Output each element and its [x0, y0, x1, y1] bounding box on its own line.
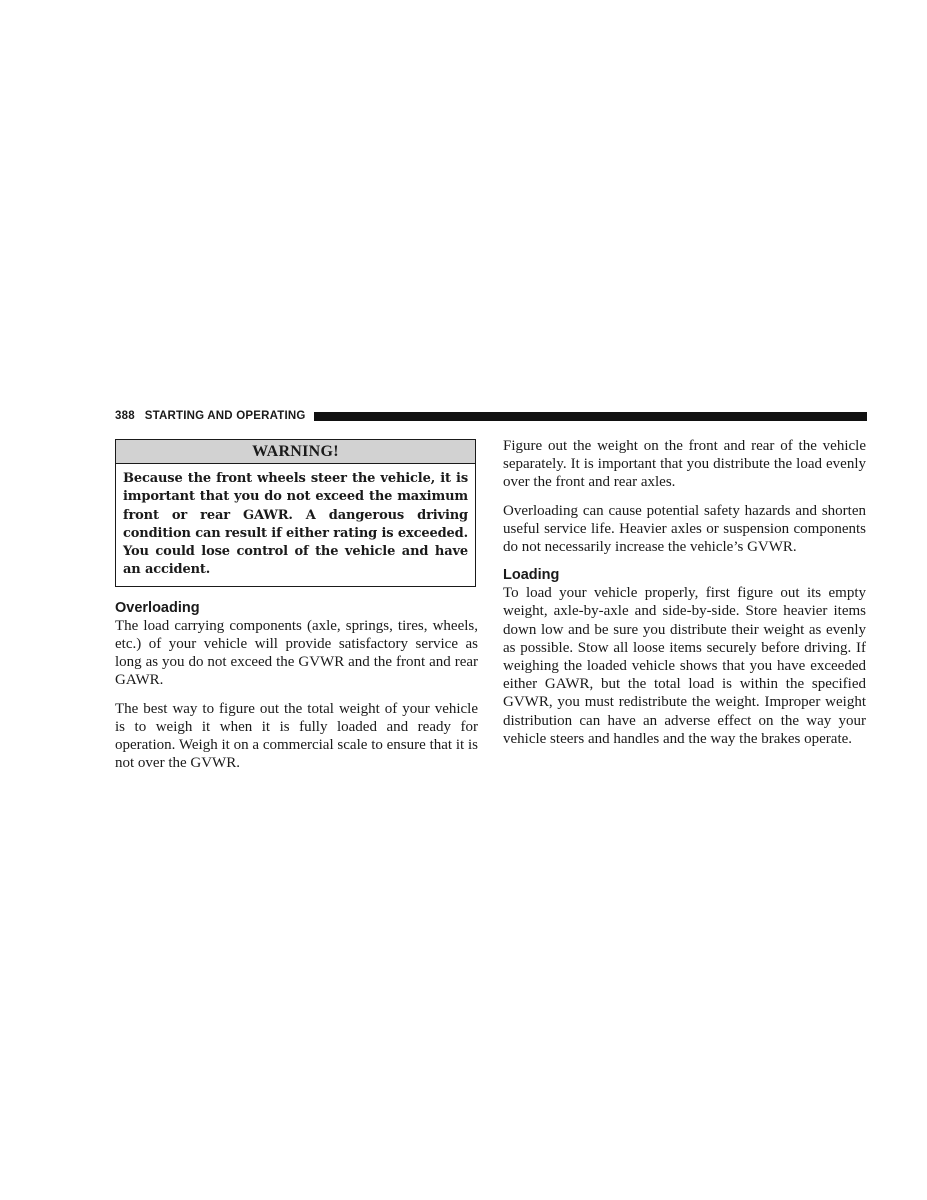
warning-title: WARNING!: [116, 440, 475, 464]
warning-body: Because the front wheels steer the vehicle, it is important that you do not exceed the maximum front or rear GAWR. A dangerous driving condition can result if either rating is exceeded. You could lose control of the vehicle and have an accident.: [123, 471, 468, 578]
loading-paragraph: To load your vehicle properly, first figure out its empty weight, axle-by-axle and side-by-side. Store heavier items down low and be sure you distribute their weight as evenly as possible. Stow all loose items securely before driving. If weighing the loaded vehicle shows that you have exceeded either GAWR, but the total load is within the specified GVWR, you must redistribute the weight. Improper weight distribution can have an adverse effect on the way your vehicle steers and handles and the way the brakes operate.: [503, 585, 866, 747]
left-column: [115, 437, 478, 772]
loading-heading: Loading: [503, 567, 560, 584]
overloading-heading: Overloading: [115, 599, 200, 616]
overloading-paragraph-1: The load carrying components (axle, springs, tires, wheels, etc.) of your vehicle will provide satisfactory service as long as you do not exceed the GVWR and the front and rear GAWR.: [115, 617, 478, 689]
page-number: 388: [115, 410, 135, 422]
weight-paragraph: Figure out the weight on the front and rear of the vehicle separately. It is important that you distribute the load evenly over the front and rear axles.: [503, 438, 866, 491]
overloading-hazard-paragraph: Overloading can cause potential safety hazards and shorten useful service life. Heavier axles or suspension components do not necessarily increase the vehicle’s GVWR.: [503, 502, 866, 556]
overloading-paragraph-2: The best way to figure out the total weight of your vehicle is to weigh it when it is fully loaded and ready for operation. Weigh it on a commercial scale to ensure that it is not over the GVWR.: [115, 700, 478, 772]
section-title: STARTING AND OPERATING: [144, 410, 306, 422]
warning-box: [115, 439, 476, 587]
header-rule: [314, 412, 867, 421]
right-column: [503, 437, 866, 748]
page-header: [115, 408, 867, 424]
